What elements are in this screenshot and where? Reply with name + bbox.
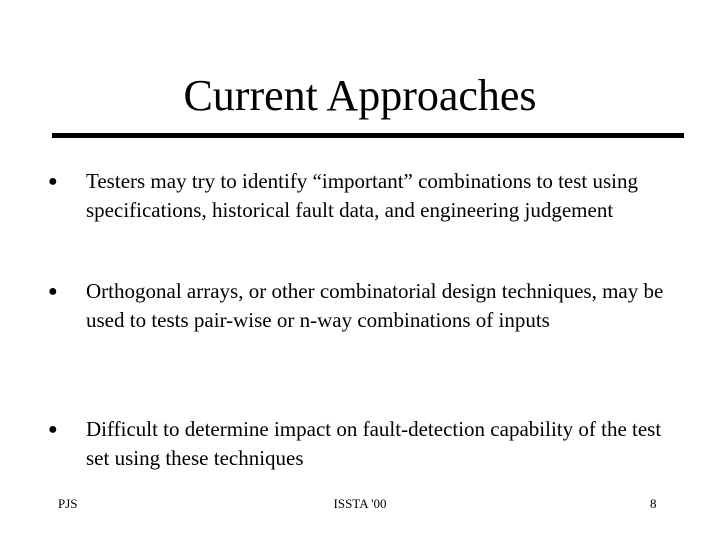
slide-title: Current Approaches <box>183 71 537 120</box>
bullet-text: Orthogonal arrays, or other combinatorial design techniques, may be used to tests pair-wise or n-way combinations of inputs <box>86 279 664 332</box>
footer-page-number: 8 <box>650 496 657 511</box>
bullet-text: Testers may try to identify “important” combinations to test using specifications, historical fault data, and engineering judgement <box>86 169 639 222</box>
footer-venue: ISSTA '00 <box>333 496 387 511</box>
bullet-dot-icon: ● <box>48 421 58 438</box>
bullet-dot-icon: ● <box>48 283 58 300</box>
footer-author: PJS <box>58 496 78 511</box>
bullet-dot-icon: ● <box>48 173 58 190</box>
bullet-text: Difficult to determine impact on fault-detection capability of the test set using these techniques <box>86 417 662 470</box>
title-underline <box>52 133 684 138</box>
